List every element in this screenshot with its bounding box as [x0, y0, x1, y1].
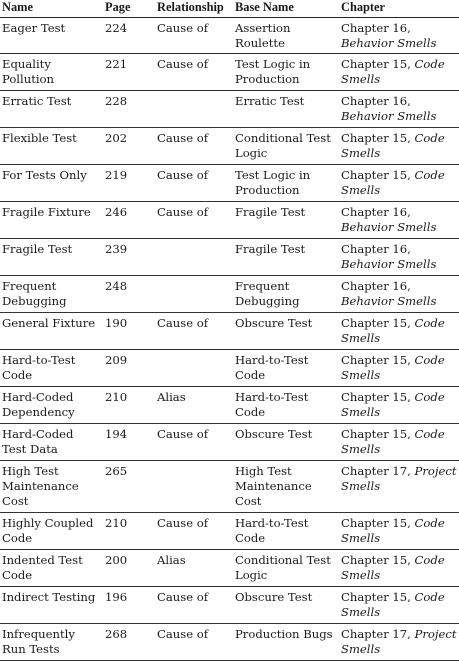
cell-relationship: Cause of [155, 165, 233, 202]
cell-base-name: Frequent Debugging [233, 276, 339, 313]
chapter-number: Chapter 15, [341, 131, 411, 145]
chapter-number: Chapter 15, [341, 427, 411, 441]
cell-chapter [339, 91, 459, 128]
cell-name: Equality Pollution [0, 54, 103, 91]
chapter-number: Chapter 15, [341, 590, 411, 604]
cell-name: Erratic Test [0, 91, 103, 128]
chapter-number: Chapter 16, [341, 242, 411, 256]
cell-base-name: Obscure Test [233, 424, 339, 461]
table-row [0, 128, 459, 165]
header-row [0, 0, 459, 18]
chapter-title: Behavior Smells [341, 36, 437, 50]
cell-chapter [339, 513, 459, 550]
cell-chapter [339, 202, 459, 239]
chapter-number: Chapter 16, [341, 21, 411, 35]
cell-relationship: Cause of [155, 624, 233, 661]
chapter-number: Chapter 15, [341, 316, 411, 330]
chapter-title: Code Smells [341, 131, 445, 160]
chapter-number: Chapter 15, [341, 390, 411, 404]
cell-page: 200 [103, 550, 155, 587]
cell-relationship: Alias [155, 387, 233, 424]
cell-chapter [339, 128, 459, 165]
chapter-title: Code Smells [341, 553, 445, 582]
cell-base-name: Hard-to-Test Code [233, 513, 339, 550]
chapter-number: Chapter 16, [341, 94, 411, 108]
cell-relationship [155, 276, 233, 313]
cell-base-name: Obscure Test [233, 587, 339, 624]
table-row [0, 350, 459, 387]
cell-base-name: High Test Maintenance Cost [233, 461, 339, 513]
header-page: Page [103, 0, 155, 18]
cell-relationship: Cause of [155, 202, 233, 239]
cell-page: 210 [103, 387, 155, 424]
chapter-title: Code Smells [341, 516, 445, 545]
cell-page: 248 [103, 276, 155, 313]
cell-name: Fragile Fixture [0, 202, 103, 239]
cell-page: 194 [103, 424, 155, 461]
cell-base-name: Production Bugs [233, 624, 339, 661]
table-row [0, 624, 459, 661]
chapter-number: Chapter 15, [341, 353, 411, 367]
cell-relationship [155, 91, 233, 128]
table-row [0, 165, 459, 202]
cell-page: 190 [103, 313, 155, 350]
chapter-number: Chapter 17, [341, 627, 411, 641]
chapter-title: Behavior Smells [341, 220, 437, 234]
cell-chapter [339, 587, 459, 624]
chapter-title: Code Smells [341, 390, 445, 419]
cell-name: Indirect Testing [0, 587, 103, 624]
chapter-title: Code Smells [341, 590, 445, 619]
cell-relationship: Cause of [155, 128, 233, 165]
chapter-title: Code Smells [341, 353, 445, 382]
chapter-title: Behavior Smells [341, 257, 437, 271]
chapter-number: Chapter 15, [341, 553, 411, 567]
cell-name: High Test Maintenance Cost [0, 461, 103, 513]
cell-chapter [339, 387, 459, 424]
chapter-number: Chapter 15, [341, 168, 411, 182]
cell-relationship [155, 461, 233, 513]
header-relationship: Relationship [155, 0, 233, 18]
cell-chapter [339, 239, 459, 276]
table-row [0, 550, 459, 587]
cell-base-name: Test Logic in Production [233, 54, 339, 91]
cell-page: 209 [103, 350, 155, 387]
table-row [0, 202, 459, 239]
cell-page: 196 [103, 587, 155, 624]
cell-relationship: Cause of [155, 54, 233, 91]
cell-base-name: Fragile Test [233, 202, 339, 239]
cell-chapter [339, 54, 459, 91]
cell-base-name: Test Logic in Production [233, 165, 339, 202]
cell-page: 268 [103, 624, 155, 661]
cell-name: Eager Test [0, 18, 103, 54]
cell-base-name: Conditional Test Logic [233, 550, 339, 587]
cell-base-name: Fragile Test [233, 239, 339, 276]
chapter-title: Behavior Smells [341, 294, 437, 308]
cell-chapter [339, 165, 459, 202]
cell-name: Hard-Coded Test Data [0, 424, 103, 461]
table-row [0, 91, 459, 128]
cell-base-name: Conditional Test Logic [233, 128, 339, 165]
cell-relationship: Cause of [155, 424, 233, 461]
cell-name: Hard-to-Test Code [0, 350, 103, 387]
cell-page: 221 [103, 54, 155, 91]
table-row [0, 513, 459, 550]
cell-base-name: Hard-to-Test Code [233, 387, 339, 424]
cell-name: Frequent Debugging [0, 276, 103, 313]
cell-name: Hard-Coded Dependency [0, 387, 103, 424]
cell-page: 265 [103, 461, 155, 513]
chapter-number: Chapter 15, [341, 516, 411, 530]
cell-name: Highly Coupled Code [0, 513, 103, 550]
chapter-title: Code Smells [341, 168, 445, 197]
chapter-number: Chapter 16, [341, 279, 411, 293]
cell-name: Infrequently Run Tests [0, 624, 103, 661]
table-row [0, 276, 459, 313]
cell-name: Flexible Test [0, 128, 103, 165]
cell-base-name: Erratic Test [233, 91, 339, 128]
table-row [0, 587, 459, 624]
cell-chapter [339, 461, 459, 513]
cell-chapter [339, 18, 459, 54]
cell-name: Fragile Test [0, 239, 103, 276]
header-chapter: Chapter [339, 0, 459, 18]
cell-chapter [339, 313, 459, 350]
chapter-title: Code Smells [341, 57, 445, 86]
cell-chapter [339, 350, 459, 387]
cell-relationship [155, 350, 233, 387]
cell-name: Indented Test Code [0, 550, 103, 587]
table-row [0, 18, 459, 54]
cell-page: 228 [103, 91, 155, 128]
cell-chapter [339, 624, 459, 661]
table-row [0, 313, 459, 350]
cell-relationship: Cause of [155, 587, 233, 624]
cell-relationship: Cause of [155, 513, 233, 550]
chapter-title: Code Smells [341, 316, 445, 345]
chapter-title: Project Smells [341, 627, 457, 656]
chapter-number: Chapter 15, [341, 57, 411, 71]
table-row [0, 387, 459, 424]
table-row [0, 54, 459, 91]
table-row [0, 424, 459, 461]
cell-page: 224 [103, 18, 155, 54]
cell-chapter [339, 550, 459, 587]
cell-relationship [155, 239, 233, 276]
table-row [0, 239, 459, 276]
cell-relationship: Alias [155, 550, 233, 587]
cell-chapter [339, 424, 459, 461]
header-base-name: Base Name [233, 0, 339, 18]
cell-base-name: Assertion Roulette [233, 18, 339, 54]
cell-page: 210 [103, 513, 155, 550]
cell-chapter [339, 276, 459, 313]
chapter-title: Behavior Smells [341, 109, 437, 123]
cell-page: 239 [103, 239, 155, 276]
cell-name: General Fixture [0, 313, 103, 350]
cell-relationship: Cause of [155, 18, 233, 54]
header-name: Name [0, 0, 103, 18]
cell-page: 246 [103, 202, 155, 239]
cell-page: 219 [103, 165, 155, 202]
chapter-number: Chapter 17, [341, 464, 411, 478]
chapter-number: Chapter 16, [341, 205, 411, 219]
cell-base-name: Obscure Test [233, 313, 339, 350]
cell-name: For Tests Only [0, 165, 103, 202]
table-row [0, 461, 459, 513]
cell-base-name: Hard-to-Test Code [233, 350, 339, 387]
cell-page: 202 [103, 128, 155, 165]
chapter-title: Code Smells [341, 427, 445, 456]
cell-relationship: Cause of [155, 313, 233, 350]
chapter-title: Project Smells [341, 464, 457, 493]
